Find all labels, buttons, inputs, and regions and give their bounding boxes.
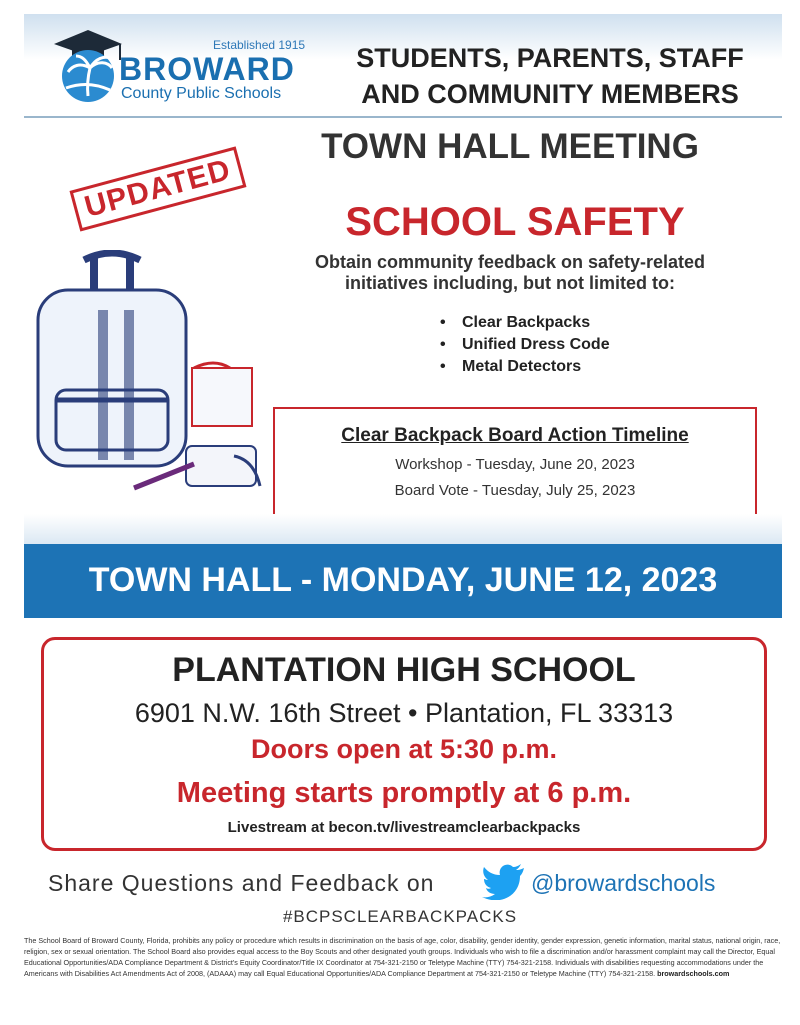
date-banner-text: TOWN HALL - MONDAY, JUNE 12, 2023 xyxy=(88,561,718,599)
section-fade xyxy=(24,514,782,544)
date-banner xyxy=(24,544,782,618)
bullet-icon: • xyxy=(440,336,446,353)
website-link[interactable]: browardschools.com xyxy=(657,969,730,978)
timeline-box xyxy=(273,407,757,517)
list-item xyxy=(440,312,610,334)
audience-line-1: STUDENTS, PARENTS, STAFF xyxy=(356,43,744,73)
list-item xyxy=(440,356,610,378)
hashtag: #BCPSCLEARBACKPACKS xyxy=(282,907,518,926)
meeting-start-text: Meeting starts promptly at 6 p.m. xyxy=(176,777,632,809)
legal-disclaimer xyxy=(24,935,784,979)
venue-address: 6901 N.W. 16th Street • Plantation, FL 33313 xyxy=(134,698,674,728)
initiative-label: Unified Dress Code xyxy=(462,336,610,353)
header-divider xyxy=(24,116,782,118)
initiative-label: Metal Detectors xyxy=(462,358,582,375)
legal-text: The School Board of Broward County, Florida, prohibits any policy or procedure which results in discrimination on the basis of age, color, disability, gender identity, gender expression, genetic information, marital status, national origin, race, religion, sex or sexual orientation. The School Board also provides equal access to the Boy Scouts and other designated youth groups. Individuals who wish to file a discrimination and/or harassment complaint may call the Director, Equal Educational Opportunities/ADA Compliance Department & District's Equity Coordinator/Title IX Coordinator at 754-321-2150 or Teletype Machine (TTY) 754-321-2158. Individuals with disabilities requesting accommodations under the Americans with Disabilities Act Amendments Act of 2008, (ADAAA) may call Equal Educational Opportunities/ADA Compliance Department at 754-321-2150 or Teletype Machine (TTY) 754-321-2158. xyxy=(24,936,781,978)
twitter-handle[interactable]: @browardschools xyxy=(531,870,716,896)
timeline-workshop: Workshop - Tuesday, June 20, 2023 xyxy=(395,456,635,473)
audience-heading xyxy=(340,40,760,112)
topic-heading: SCHOOL SAFETY xyxy=(345,200,685,244)
initiatives-list xyxy=(440,312,610,378)
bullet-icon: • xyxy=(440,314,446,331)
lead-line-1: Obtain community feedback on safety-related xyxy=(314,252,706,272)
twitter-bird-icon[interactable] xyxy=(482,864,526,900)
clear-backpack-image xyxy=(34,250,270,510)
timeline-title: Clear Backpack Board Action Timeline xyxy=(341,425,689,446)
established-text: Established 1915 xyxy=(213,38,306,52)
brand-subtitle: County Public Schools xyxy=(121,85,282,102)
lead-line-2: initiatives including, but not limited to: xyxy=(345,273,675,293)
brand-name: BROWARD xyxy=(119,51,295,87)
livestream-link[interactable]: Livestream at becon.tv/livestreamclearbackpacks xyxy=(227,819,581,836)
timeline-vote: Board Vote - Tuesday, July 25, 2023 xyxy=(394,482,636,499)
audience-line-2: AND COMMUNITY MEMBERS xyxy=(361,79,739,109)
list-item xyxy=(440,334,610,356)
updated-stamp: UPDATED xyxy=(69,146,246,231)
lead-text xyxy=(260,252,760,294)
page-title: TOWN HALL MEETING xyxy=(321,127,699,166)
share-text: Share Questions and Feedback on xyxy=(48,870,435,896)
venue-school: PLANTATION HIGH SCHOOL xyxy=(172,651,636,689)
venue-box xyxy=(41,637,767,851)
initiative-label: Clear Backpacks xyxy=(462,314,591,331)
graduation-cap-palm-icon xyxy=(54,30,122,102)
doors-open-text: Doors open at 5:30 p.m. xyxy=(250,734,558,764)
bullet-icon: • xyxy=(440,358,446,375)
